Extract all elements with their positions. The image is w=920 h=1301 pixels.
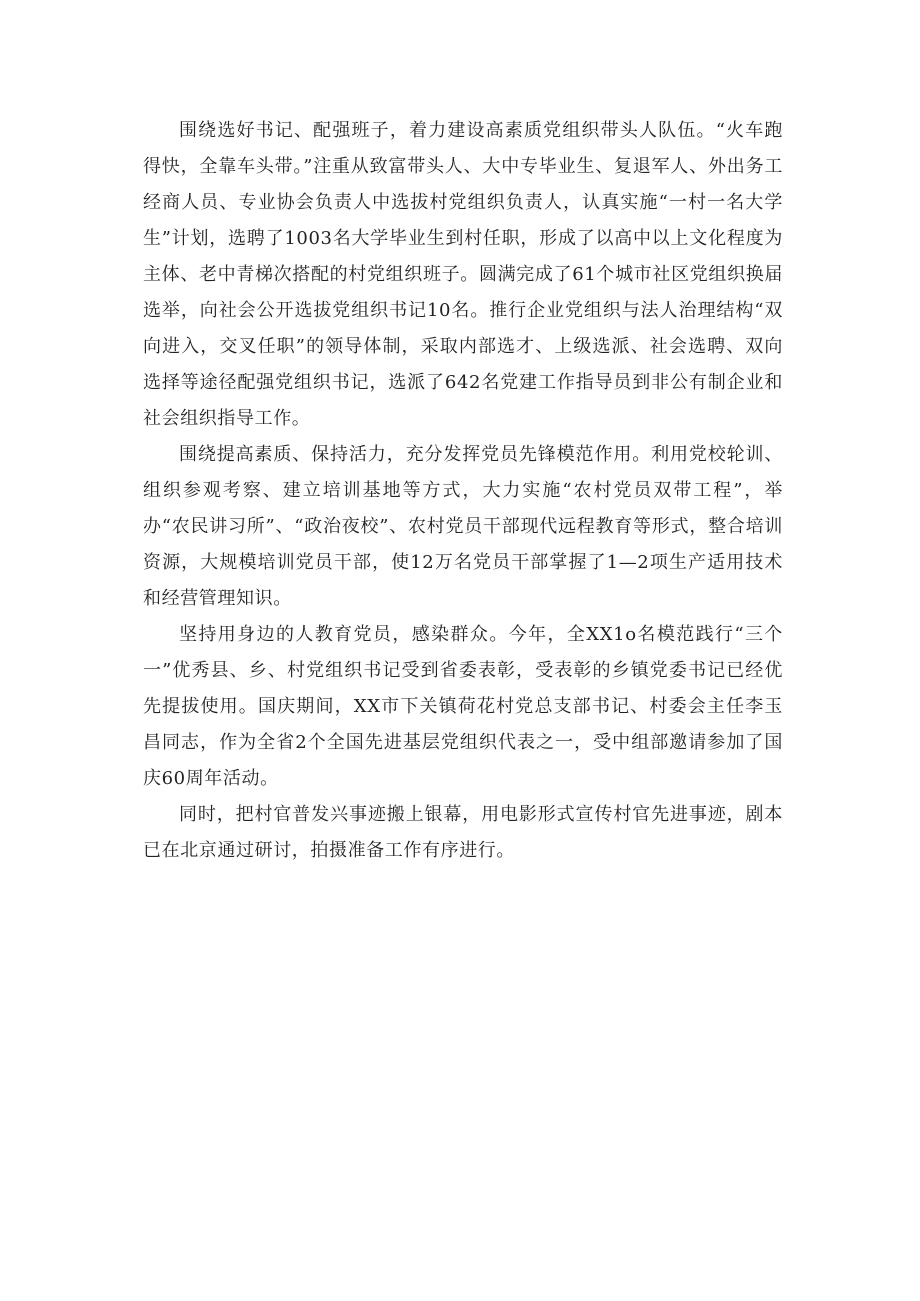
paragraph-3: 坚持用身边的人教育党员，感染群众。今年，全XX1o名模范践行“三个一”优秀县、乡、村党组织书记受到省委表彰，受表彰的乡镇党委书记已经优先提拔使用。国庆期间，XX市下关镇荷花村党总支部书记、村委会主任李玉昌同志，作为全省2个全国先进基层党组织代表之一，受中组部邀请参加了国庆60周年活动。 <box>143 624 783 789</box>
document-body <box>143 113 783 869</box>
paragraph-4: 同时，把村官普发兴事迹搬上银幕，用电影形式宣传村官先进事迹，剧本已在北京通过研讨，拍摄准备工作有序进行。 <box>143 804 783 861</box>
paragraph-2: 围绕提高素质、保持活力，充分发挥党员先锋模范作用。利用党校轮训、组织参观考察、建立培训基地等方式，大力实施“农村党员双带工程”，举办“农民讲习所”、“政治夜校”、农村党员干部现代远程教育等形式，整合培训资源，大规模培训党员干部，使12万名党员干部掌握了1—2项生产适用技术和经营管理知识。 <box>143 444 783 609</box>
paragraph-1: 围绕选好书记、配强班子，着力建设高素质党组织带头人队伍。“火车跑得快，全靠车头带。”注重从致富带头人、大中专毕业生、复退军人、外出务工经商人员、专业协会负责人中选拔村党组织负责人，认真实施“一村一名大学生”计划，选聘了1003名大学毕业生到村任职，形成了以高中以上文化程度为主体、老中青梯次搭配的村党组织班子。圆满完成了61个城市社区党组织换届选举，向社会公开选拔党组织书记10名。推行企业党组织与法人治理结构“双向进入，交叉任职”的领导体制，采取内部选才、上级选派、社会选聘、双向选择等途径配强党组织书记，选派了642名党建工作指导员到非公有制企业和社会组织指导工作。 <box>143 120 783 429</box>
